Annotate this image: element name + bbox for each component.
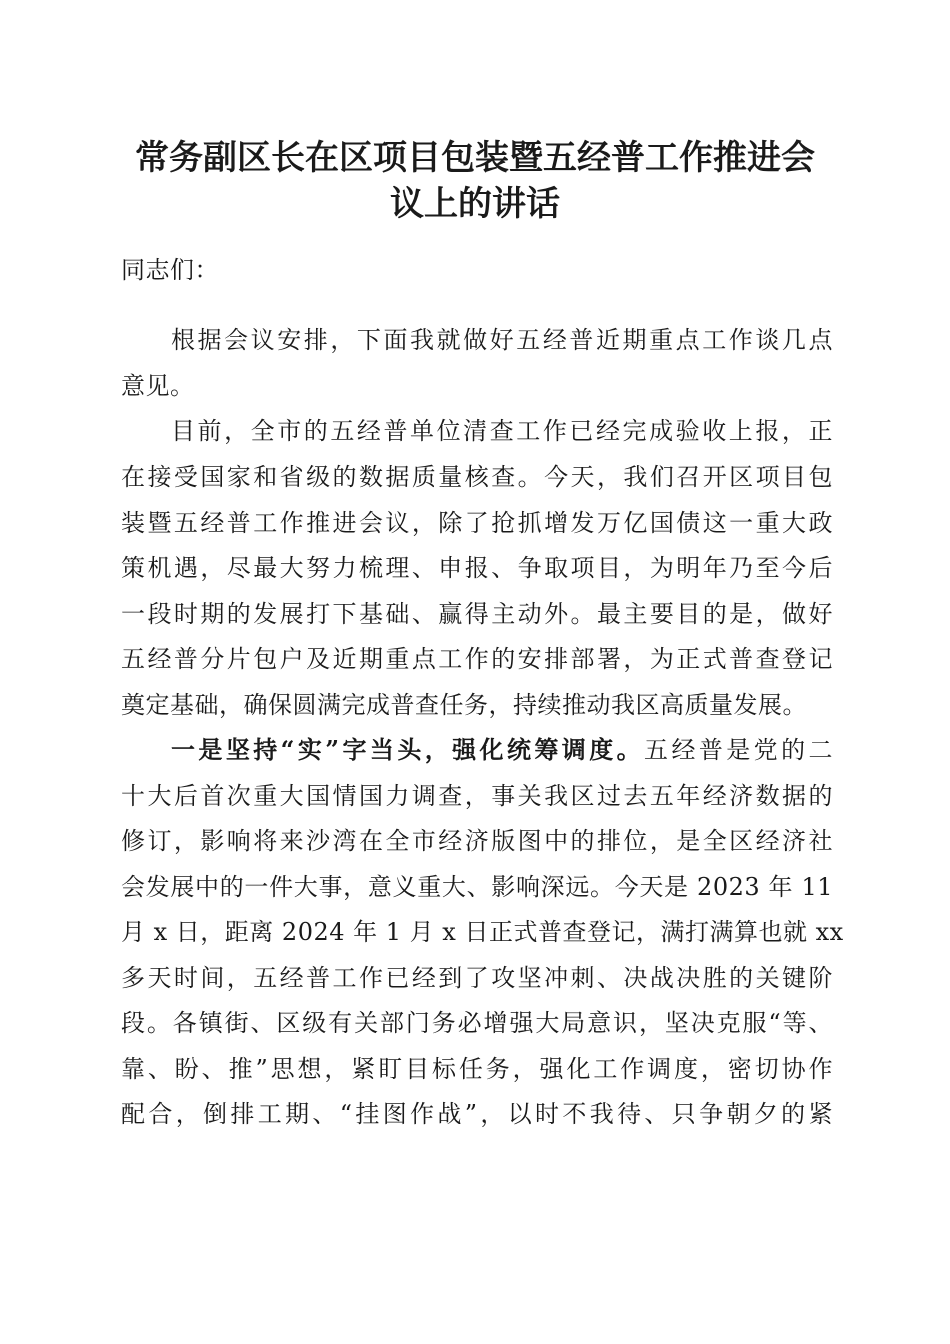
paragraph-line: 靠、盼、推”思想，紧盯目标任务，强化工作调度，密切协作 — [121, 1055, 833, 1083]
paragraph-line: 段。各镇街、区级有关部门务必增强大局意识，坚决克服“等、 — [121, 1009, 833, 1037]
paragraph-line: 月 x 日，距离 2024 年 1 月 x 日正式普查登记，满打满算也就 xx — [121, 918, 844, 946]
point-1-first-line — [171, 735, 833, 765]
paragraph-line: 十大后首次重大国情国力调查，事关我区过去五年经济数据的 — [121, 782, 833, 810]
paragraph-line: 策机遇，尽最大努力梳理、申报、争取项目，为明年乃至今后 — [121, 554, 833, 582]
paragraph-line: 在接受国家和省级的数据质量核查。今天，我们召开区项目包 — [121, 463, 833, 491]
document-title-line-1: 常务副区长在区项目包装暨五经普工作推进会 — [135, 138, 815, 178]
paragraph-line: 奠定基础，确保圆满完成普查任务，持续推动我区高质量发展。 — [121, 691, 807, 719]
paragraph-line: 会发展中的一件大事，意义重大、影响深远。今天是 2023 年 11 — [121, 873, 833, 901]
paragraph-line: 目前，全市的五经普单位清查工作已经完成验收上报，正 — [171, 417, 833, 445]
paragraph-line: 五经普分片包户及近期重点工作的安排部署，为正式普查登记 — [121, 645, 833, 673]
paragraph-line: 配合，倒排工期、“挂图作战”，以时不我待、只争朝夕的紧 — [121, 1100, 833, 1128]
salutation: 同志们： — [121, 256, 219, 284]
paragraph-line: 根据会议安排，下面我就做好五经普近期重点工作谈几点 — [171, 326, 833, 354]
document-title-line-2: 议上的讲话 — [390, 184, 560, 224]
paragraph-line: 装暨五经普工作推进会议，除了抢抓增发万亿国债这一重大政 — [121, 509, 833, 537]
paragraph-line: 意见。 — [121, 372, 195, 400]
paragraph-line: 多天时间，五经普工作已经到了攻坚冲刺、决战决胜的关键阶 — [121, 964, 833, 992]
paragraph-line: 修订，影响将来沙湾在全市经济版图中的排位，是全区经济社 — [121, 827, 833, 855]
paragraph-line: 一段时期的发展打下基础、赢得主动外。最主要目的是，做好 — [121, 600, 833, 628]
point-1-heading: 一是坚持“实”字当头，强化统筹调度。 — [171, 735, 645, 764]
point-1-text: 五经普是党的二 — [644, 736, 834, 764]
